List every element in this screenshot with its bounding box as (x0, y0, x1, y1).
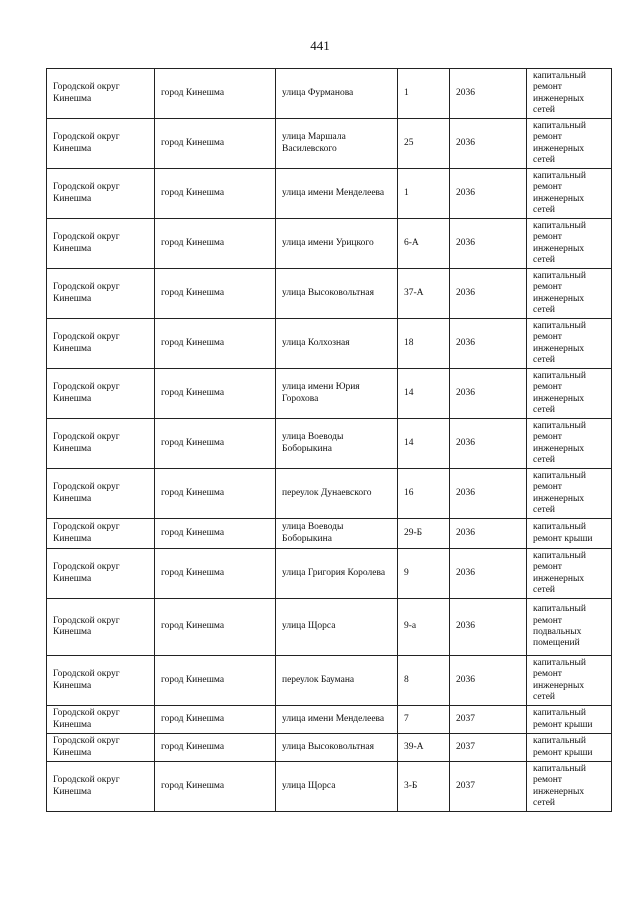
cell-year: 2036 (450, 269, 527, 319)
cell-street: улица Григория Королева (276, 549, 398, 599)
cell-street: улица Высоковольтная (276, 734, 398, 762)
cell-municipality: Городской округ Кинешма (47, 734, 155, 762)
table-row (47, 269, 612, 319)
table-row (47, 519, 612, 549)
cell-house: 39-А (398, 734, 450, 762)
cell-street: улица Щорса (276, 762, 398, 812)
cell-municipality: Городской округ Кинешма (47, 519, 155, 549)
cell-year: 2036 (450, 219, 527, 269)
cell-house: 14 (398, 419, 450, 469)
table-row (47, 119, 612, 169)
cell-municipality: Городской округ Кинешма (47, 419, 155, 469)
cell-settlement: город Кинешма (155, 734, 276, 762)
cell-street: улица имени Юрия Горохова (276, 369, 398, 419)
cell-work-type: капитальный ремонт инженерных сетей (527, 69, 612, 119)
cell-house: 1 (398, 69, 450, 119)
table-row (47, 319, 612, 369)
cell-house: 37-А (398, 269, 450, 319)
cell-street: улица имени Менделеева (276, 169, 398, 219)
table-row (47, 734, 612, 762)
cell-house: 9 (398, 549, 450, 599)
cell-municipality: Городской округ Кинешма (47, 656, 155, 706)
cell-year: 2036 (450, 169, 527, 219)
cell-settlement: город Кинешма (155, 369, 276, 419)
cell-house: 8 (398, 656, 450, 706)
cell-municipality: Городской округ Кинешма (47, 169, 155, 219)
cell-year: 2037 (450, 762, 527, 812)
cell-street: улица Щорса (276, 599, 398, 656)
cell-work-type: капитальный ремонт инженерных сетей (527, 762, 612, 812)
cell-year: 2036 (450, 549, 527, 599)
cell-street: улица Воеводы Боборыкина (276, 419, 398, 469)
cell-settlement: город Кинешма (155, 319, 276, 369)
cell-work-type: капитальный ремонт инженерных сетей (527, 369, 612, 419)
cell-settlement: город Кинешма (155, 519, 276, 549)
cell-settlement: город Кинешма (155, 419, 276, 469)
cell-street: улица Высоковольтная (276, 269, 398, 319)
table-row (47, 219, 612, 269)
table-row (47, 762, 612, 812)
table-row (47, 419, 612, 469)
cell-street: улица имени Менделеева (276, 706, 398, 734)
cell-house: 1 (398, 169, 450, 219)
cell-settlement: город Кинешма (155, 706, 276, 734)
cell-settlement: город Кинешма (155, 119, 276, 169)
cell-year: 2036 (450, 69, 527, 119)
cell-work-type: капитальный ремонт крыши (527, 519, 612, 549)
cell-municipality: Городской округ Кинешма (47, 69, 155, 119)
cell-street: улица Колхозная (276, 319, 398, 369)
cell-work-type: капитальный ремонт крыши (527, 706, 612, 734)
table-row (47, 706, 612, 734)
cell-municipality: Городской округ Кинешма (47, 219, 155, 269)
cell-work-type: капитальный ремонт инженерных сетей (527, 119, 612, 169)
cell-municipality: Городской округ Кинешма (47, 469, 155, 519)
cell-street: улица Фурманова (276, 69, 398, 119)
cell-year: 2036 (450, 369, 527, 419)
cell-house: 25 (398, 119, 450, 169)
cell-work-type: капитальный ремонт инженерных сетей (527, 169, 612, 219)
cell-work-type: капитальный ремонт инженерных сетей (527, 656, 612, 706)
table-row (47, 169, 612, 219)
cell-year: 2036 (450, 469, 527, 519)
cell-settlement: город Кинешма (155, 762, 276, 812)
cell-year: 2036 (450, 519, 527, 549)
cell-municipality: Городской округ Кинешма (47, 706, 155, 734)
cell-work-type: капитальный ремонт инженерных сетей (527, 269, 612, 319)
table-row (47, 369, 612, 419)
cell-municipality: Городской округ Кинешма (47, 119, 155, 169)
cell-year: 2036 (450, 119, 527, 169)
cell-street: улица Воеводы Боборыкина (276, 519, 398, 549)
cell-house: 3-Б (398, 762, 450, 812)
cell-year: 2036 (450, 656, 527, 706)
cell-year: 2036 (450, 419, 527, 469)
cell-house: 29-Б (398, 519, 450, 549)
cell-house: 9-а (398, 599, 450, 656)
cell-municipality: Городской округ Кинешма (47, 549, 155, 599)
cell-year: 2036 (450, 599, 527, 656)
cell-work-type: капитальный ремонт инженерных сетей (527, 419, 612, 469)
cell-work-type: капитальный ремонт инженерных сетей (527, 469, 612, 519)
cell-settlement: город Кинешма (155, 69, 276, 119)
cell-settlement: город Кинешма (155, 219, 276, 269)
cell-street: переулок Дунаевского (276, 469, 398, 519)
cell-house: 14 (398, 369, 450, 419)
cell-work-type: капитальный ремонт инженерных сетей (527, 319, 612, 369)
cell-municipality: Городской округ Кинешма (47, 369, 155, 419)
cell-municipality: Городской округ Кинешма (47, 762, 155, 812)
cell-municipality: Городской округ Кинешма (47, 269, 155, 319)
cell-work-type: капитальный ремонт подвальных помещений (527, 599, 612, 656)
cell-street: улица имени Урицкого (276, 219, 398, 269)
table-row (47, 69, 612, 119)
cell-work-type: капитальный ремонт крыши (527, 734, 612, 762)
table-row (47, 549, 612, 599)
page-number: 441 (310, 38, 330, 53)
cell-year: 2037 (450, 706, 527, 734)
table-row (47, 599, 612, 656)
cell-house: 6-А (398, 219, 450, 269)
repair-schedule-table (46, 68, 612, 812)
cell-year: 2037 (450, 734, 527, 762)
cell-street: переулок Баумана (276, 656, 398, 706)
cell-settlement: город Кинешма (155, 549, 276, 599)
cell-settlement: город Кинешма (155, 469, 276, 519)
cell-municipality: Городской округ Кинешма (47, 319, 155, 369)
cell-municipality: Городской округ Кинешма (47, 599, 155, 656)
cell-house: 16 (398, 469, 450, 519)
cell-settlement: город Кинешма (155, 269, 276, 319)
cell-settlement: город Кинешма (155, 169, 276, 219)
cell-house: 7 (398, 706, 450, 734)
cell-work-type: капитальный ремонт инженерных сетей (527, 219, 612, 269)
table-row (47, 656, 612, 706)
cell-street: улица Маршала Василевского (276, 119, 398, 169)
cell-settlement: город Кинешма (155, 599, 276, 656)
cell-settlement: город Кинешма (155, 656, 276, 706)
cell-house: 18 (398, 319, 450, 369)
cell-work-type: капитальный ремонт инженерных сетей (527, 549, 612, 599)
table-row (47, 469, 612, 519)
cell-year: 2036 (450, 319, 527, 369)
